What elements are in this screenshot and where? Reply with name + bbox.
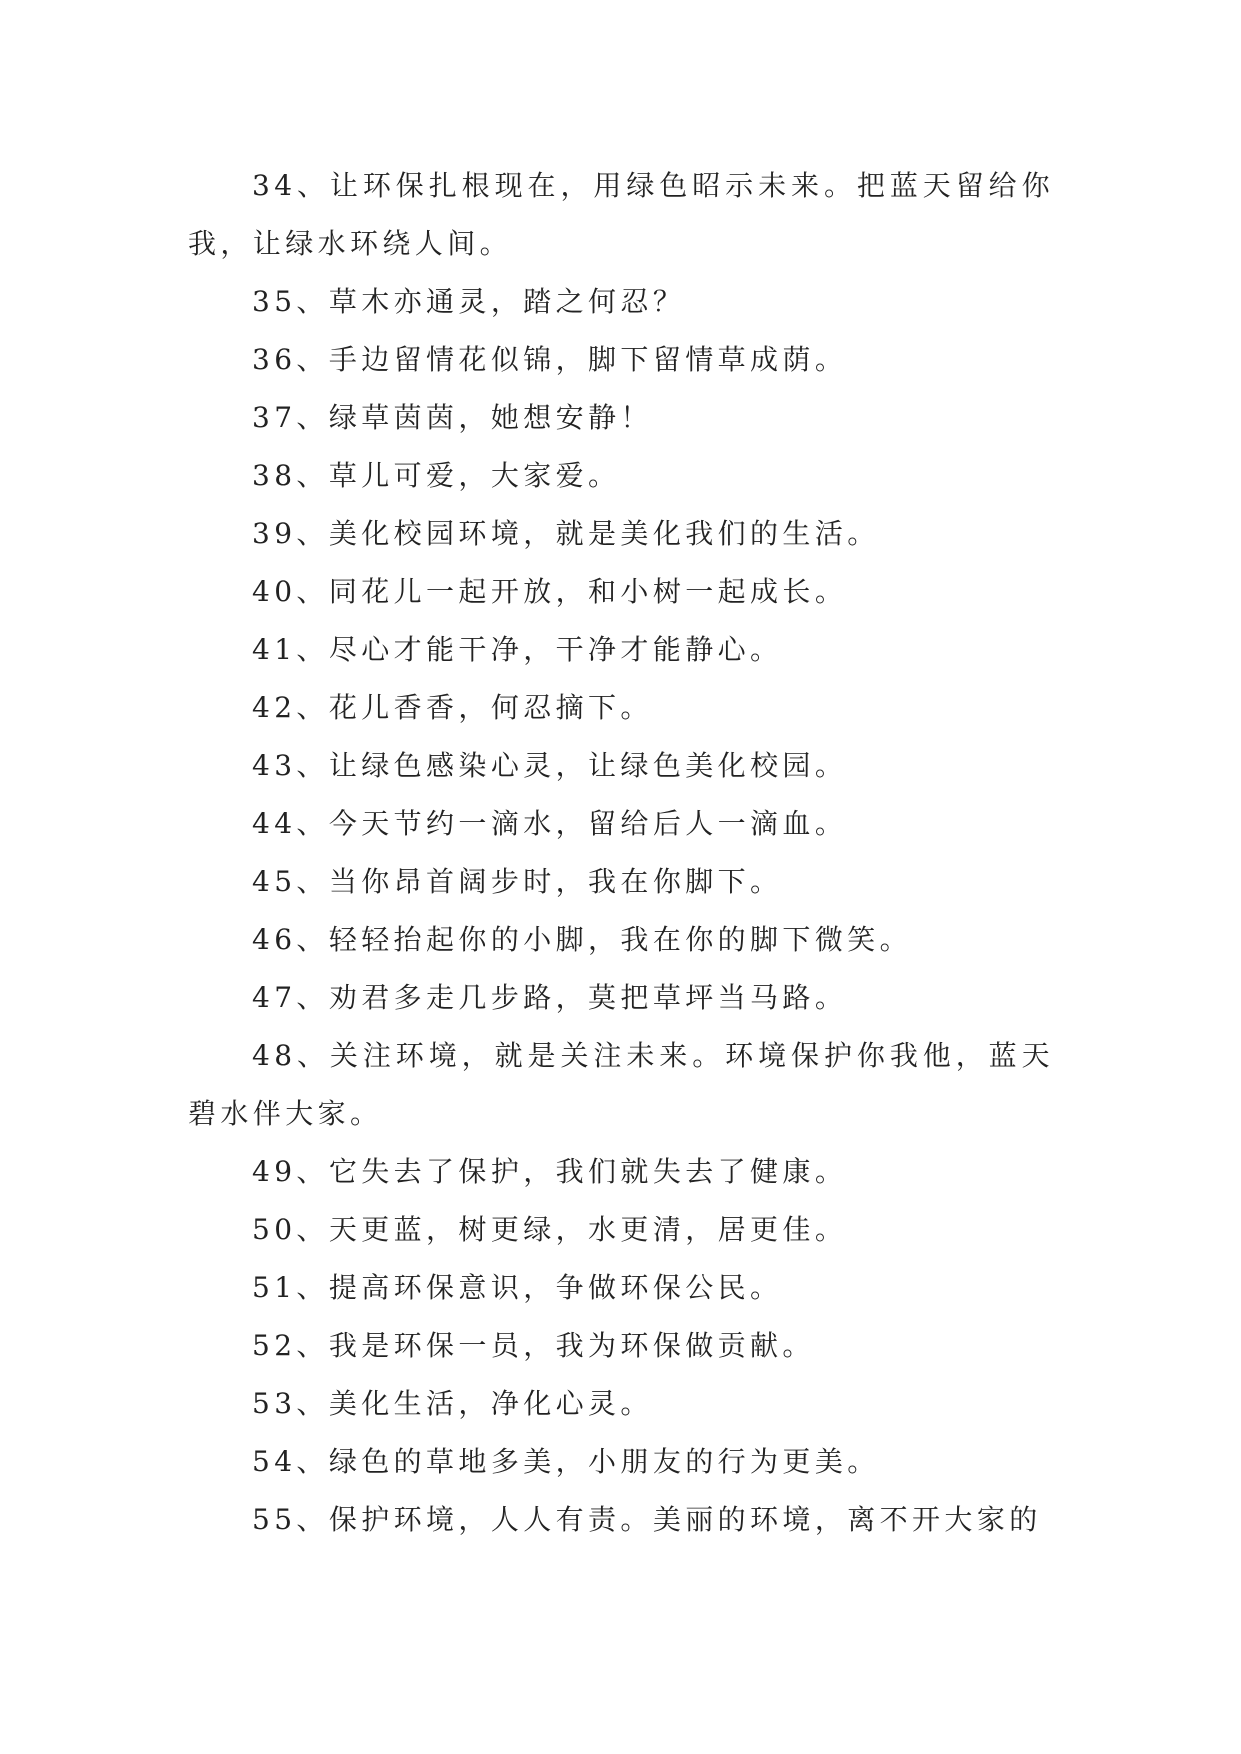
- paragraph-50: 50、天更蓝，树更绿，水更清，居更佳。: [252, 1213, 848, 1246]
- paragraph-48: 48、关注环境，就是关注未来。环境保护你我他，蓝天碧水伴大家。: [188, 1039, 1054, 1130]
- paragraph-51: 51、提高环保意识，争做环保公民。: [252, 1271, 783, 1304]
- paragraph-37: 37、绿草茵茵，她想安静！: [252, 401, 653, 434]
- paragraph-42: 42、花儿香香，何忍摘下。: [252, 691, 653, 724]
- paragraph-44: 44、今天节约一滴水，留给后人一滴血。: [252, 807, 848, 840]
- paragraph-52: 52、我是环保一员，我为环保做贡献。: [252, 1329, 815, 1362]
- paragraph-41: 41、尽心才能干净，干净才能静心。: [252, 633, 783, 666]
- paragraph-43: 43、让绿色感染心灵，让绿色美化校园。: [252, 749, 848, 782]
- paragraph-53: 53、美化生活，净化心灵。: [252, 1387, 653, 1420]
- paragraph-35: 35、草木亦通灵，踏之何忍？: [252, 285, 686, 318]
- paragraph-49: 49、它失去了保护，我们就失去了健康。: [252, 1155, 848, 1188]
- paragraph-54: 54、绿色的草地多美，小朋友的行为更美。: [252, 1445, 880, 1478]
- paragraph-47: 47、劝君多走几步路，莫把草坪当马路。: [252, 981, 848, 1014]
- paragraph-40: 40、同花儿一起开放，和小树一起成长。: [252, 575, 848, 608]
- paragraph-36: 36、手边留情花似锦，脚下留情草成荫。: [252, 343, 848, 376]
- paragraph-45: 45、当你昂首阔步时，我在你脚下。: [252, 865, 783, 898]
- paragraph-46: 46、轻轻抬起你的小脚，我在你的脚下微笑。: [252, 923, 913, 956]
- paragraph-34: 34、让环保扎根现在，用绿色昭示未来。把蓝天留给你我，让绿水环绕人间。: [188, 169, 1054, 260]
- paragraph-38: 38、草儿可爱，大家爱。: [252, 459, 621, 492]
- document-body: [188, 157, 1054, 1549]
- paragraph-55: 55、保护环境，人人有责。美丽的环境，离不开大家的: [252, 1503, 1042, 1536]
- paragraph-39: 39、美化校园环境，就是美化我们的生活。: [252, 517, 880, 550]
